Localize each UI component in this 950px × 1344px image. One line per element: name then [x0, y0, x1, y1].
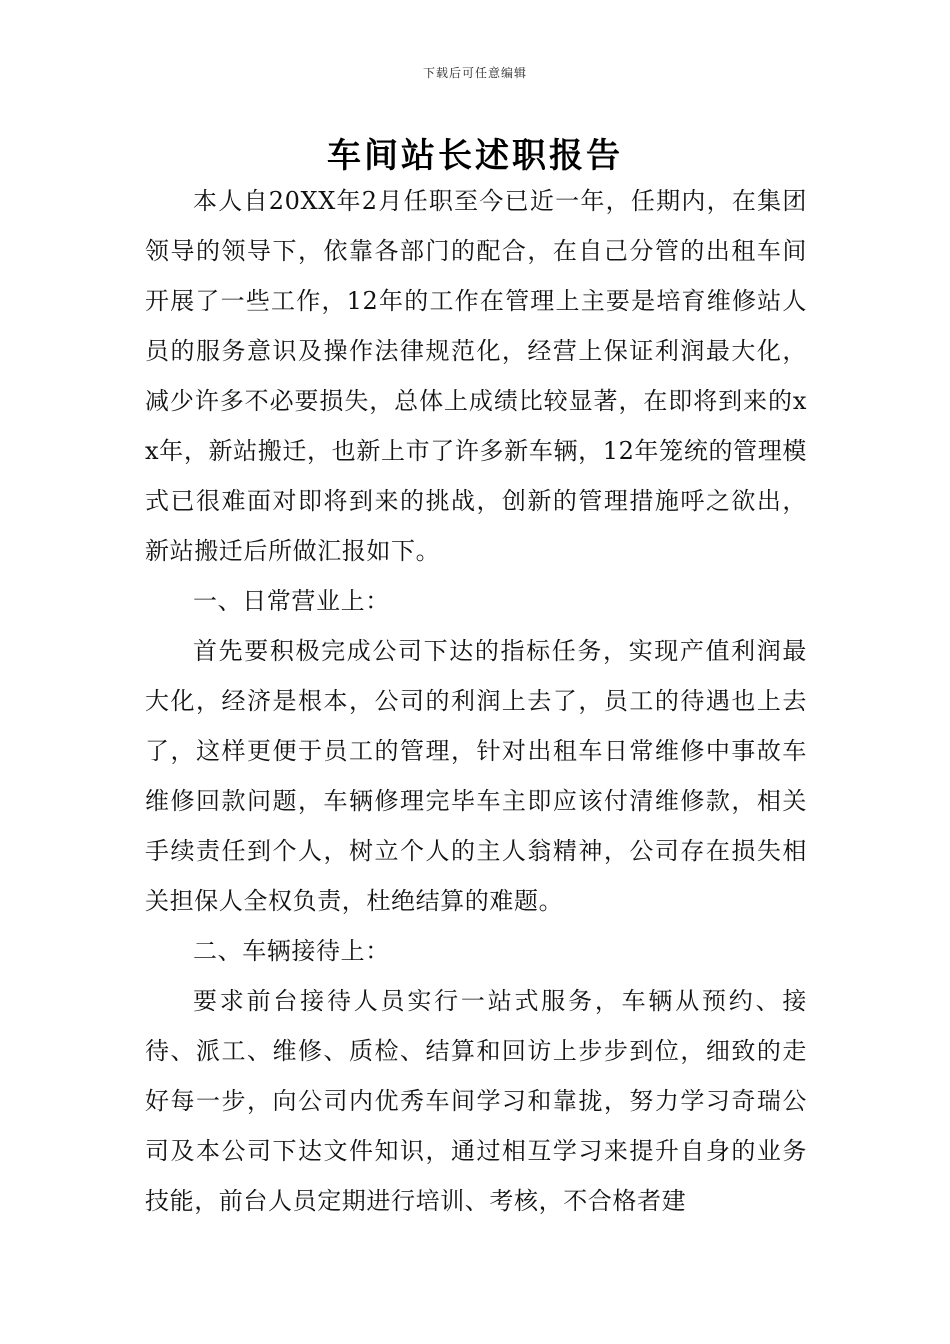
paragraph-daily-business: 首先要积极完成公司下达的指标任务，实现产值利润最大化，经济是根本，公司的利润上去了，员工的待遇也上去了，这样更便于员工的管理，针对出租车日常维修中事故车维修回款问题，车辆修理完毕车主即应该付清维修款，相关手续责任到个人，树立个人的主人翁精神，公司存在损失相关担保人全权负责，杜绝结算的难题。 [145, 637, 807, 915]
header-note: 下载后可任意编辑 [422, 66, 527, 80]
section-heading-daily-business: 一、日常营业上： [193, 587, 390, 615]
section-heading-vehicle-reception: 二、车辆接待上： [193, 937, 390, 965]
paragraph-intro: 本人自20XX年2月任职至今已近一年，任期内，在集团领导的领导下，依靠各部门的配合，在自己分管的出租车间开展了一些工作，12年的工作在管理上主要是培育维修站人员的服务意识及操作法律规范化，经营上保证利润最大化，减少许多不必要损失，总体上成绩比较显著，在即将到来的xx年，新站搬迁，也新上市了许多新车辆，12年笼统的管理模式已很难面对即将到来的挑战，创新的管理措施呼之欲出，新站搬迁后所做汇报如下。 [145, 187, 807, 565]
document-title: 车间站长述职报告 [327, 136, 623, 176]
paragraph-vehicle-reception: 要求前台接待人员实行一站式服务，车辆从预约、接待、派工、维修、质检、结算和回访上步步到位，细致的走好每一步，向公司内优秀车间学习和靠拢，努力学习奇瑞公司及本公司下达文件知识，通过相互学习来提升自身的业务技能，前台人员定期进行培训、考核，不合格者建 [145, 987, 807, 1215]
document-body [145, 176, 807, 1226]
